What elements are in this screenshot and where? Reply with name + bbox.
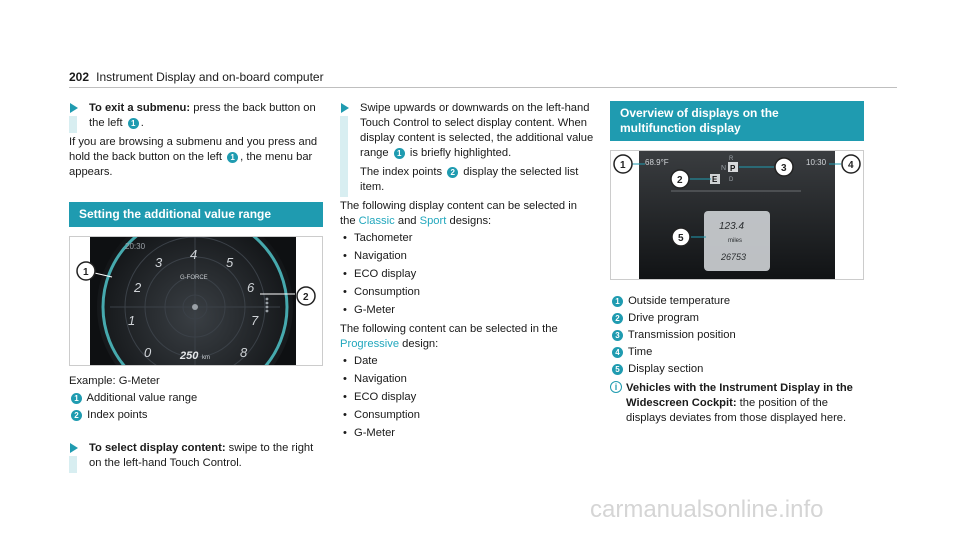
multifunction-illustration xyxy=(611,151,863,279)
step-arrow-icon xyxy=(70,103,78,113)
step-exit-submenu: To exit a submenu: press the back button on the left 1 . xyxy=(69,101,323,131)
gear-p: P xyxy=(730,164,736,173)
list-item: • ECO display xyxy=(340,390,595,405)
watermark: carmanualsonline.info xyxy=(590,496,824,523)
gear-r: R xyxy=(729,156,734,162)
classic-sport-list xyxy=(340,231,595,318)
svg-text:3: 3 xyxy=(781,163,787,174)
list-item: • Navigation xyxy=(340,372,595,387)
drive-program: E xyxy=(712,175,718,184)
svg-text:5: 5 xyxy=(678,233,684,244)
gauge-bottom-value: 250 xyxy=(180,350,199,362)
header-divider xyxy=(69,87,897,88)
page-header xyxy=(69,70,897,86)
list-item: • ECO display xyxy=(340,267,595,282)
gauge-label: 4 xyxy=(190,247,198,262)
section-banner-value-range: Setting the additional value range xyxy=(69,202,323,227)
section-banner-multifunction: Overview of displays on the multifunction display xyxy=(610,101,864,141)
legend-item: 1 Outside temperature xyxy=(610,294,864,309)
gauge-label: 1 xyxy=(128,313,136,328)
svg-text:4: 4 xyxy=(848,160,854,171)
multifunction-figure xyxy=(610,150,864,280)
gear-d: D xyxy=(729,177,734,183)
gmeter-figure xyxy=(69,236,323,366)
list-item: • Navigation xyxy=(340,249,595,264)
column-right xyxy=(610,101,864,426)
column-left xyxy=(69,101,323,473)
gauge-label: 0 xyxy=(144,345,152,360)
step-exit-title: To exit a submenu: xyxy=(89,102,191,114)
svg-text:1: 1 xyxy=(620,160,626,171)
step-arrow-icon xyxy=(70,443,78,453)
legend-item: 2 Index points xyxy=(69,408,323,423)
info-icon: i xyxy=(610,381,622,393)
legend-item: 2 Drive program xyxy=(610,311,864,326)
gear-n: N xyxy=(721,165,727,172)
list-item: • Consumption xyxy=(340,408,595,423)
column-middle xyxy=(340,101,595,444)
list-item: • Date xyxy=(340,354,595,369)
progressive-list xyxy=(340,354,595,441)
page-number: 202 xyxy=(69,70,90,84)
display-unit: miles xyxy=(728,238,743,244)
index-point xyxy=(266,302,269,305)
gauge-time: 20:30 xyxy=(125,242,146,251)
callout-badge: 1 xyxy=(227,152,238,163)
step-select-title: To select display content: xyxy=(89,442,226,454)
legend-item: 4 Time xyxy=(610,345,864,360)
svg-text:1: 1 xyxy=(83,267,89,278)
browse-paragraph: If you are browsing a submenu and you press and hold the back button on the left 1 , the menu bar appears. xyxy=(69,136,318,178)
list-item: • Tachometer xyxy=(340,231,595,246)
step-select-content: To select display content: swipe to the right on the left-hand Touch Control. xyxy=(69,441,323,471)
sport-link[interactable]: Sport xyxy=(419,215,447,227)
index-point xyxy=(266,298,269,301)
list-item: • G-Meter xyxy=(340,303,595,318)
gauge-label: 6 xyxy=(247,280,255,295)
index-point xyxy=(266,310,269,313)
gauge-label: 5 xyxy=(226,255,234,270)
legend-item: 1 Additional value range xyxy=(69,391,323,406)
svg-text:2: 2 xyxy=(677,175,683,186)
legend-item: 3 Transmission position xyxy=(610,328,864,343)
gauge-label: 8 xyxy=(240,345,248,360)
gauge-label: 7 xyxy=(251,313,259,328)
callout-badge: 1 xyxy=(394,148,405,159)
list-item: • G-Meter xyxy=(340,426,595,441)
legend-item: 5 Display section xyxy=(610,362,864,377)
gauge-label: 3 xyxy=(155,255,163,270)
gauge-gforce-label: G-FORCE xyxy=(180,275,208,281)
gmeter-illustration xyxy=(70,237,322,365)
legend-list xyxy=(610,294,864,377)
page-title: Instrument Display and on-board computer xyxy=(96,70,324,84)
gauge-label: 2 xyxy=(134,280,142,295)
designs-paragraph: The following display content can be selected in the Classic and Sport designs: xyxy=(340,200,577,227)
callout-badge: 1 xyxy=(128,118,139,129)
list-item: • Consumption xyxy=(340,285,595,300)
step-arrow-icon xyxy=(341,103,349,113)
svg-text:2: 2 xyxy=(303,292,309,303)
info-note: i Vehicles with the Instrument Display in the Widescreen Cockpit: the position of the displays deviates from those displayed here. xyxy=(610,381,864,426)
figure-caption: Example: G-Meter xyxy=(69,375,160,387)
index-point xyxy=(266,306,269,309)
outside-temperature: 68.9°F xyxy=(645,158,669,167)
display-time: 10:30 xyxy=(806,158,827,167)
gauge-center-dot xyxy=(192,304,198,310)
gauge-bottom-unit: km xyxy=(202,355,210,361)
info-note-title: Vehicles with the Instrument Display in the Widescreen Cockpit: xyxy=(626,382,853,409)
display-value-1: 123.4 xyxy=(719,221,745,232)
callout-badge: 2 xyxy=(447,167,458,178)
progressive-link[interactable]: Progressive xyxy=(340,338,400,350)
step-swipe: Swipe upwards or downwards on the left-hand Touch Control to select display content. When display content is selected, the additional value range 1 is briefly highlighted. The index points 2 display the selected list item. xyxy=(340,101,595,195)
classic-link[interactable]: Classic xyxy=(358,215,395,227)
progressive-paragraph: The following content can be selected in the Progressive design: xyxy=(340,323,558,350)
display-value-2: 26753 xyxy=(721,252,747,262)
